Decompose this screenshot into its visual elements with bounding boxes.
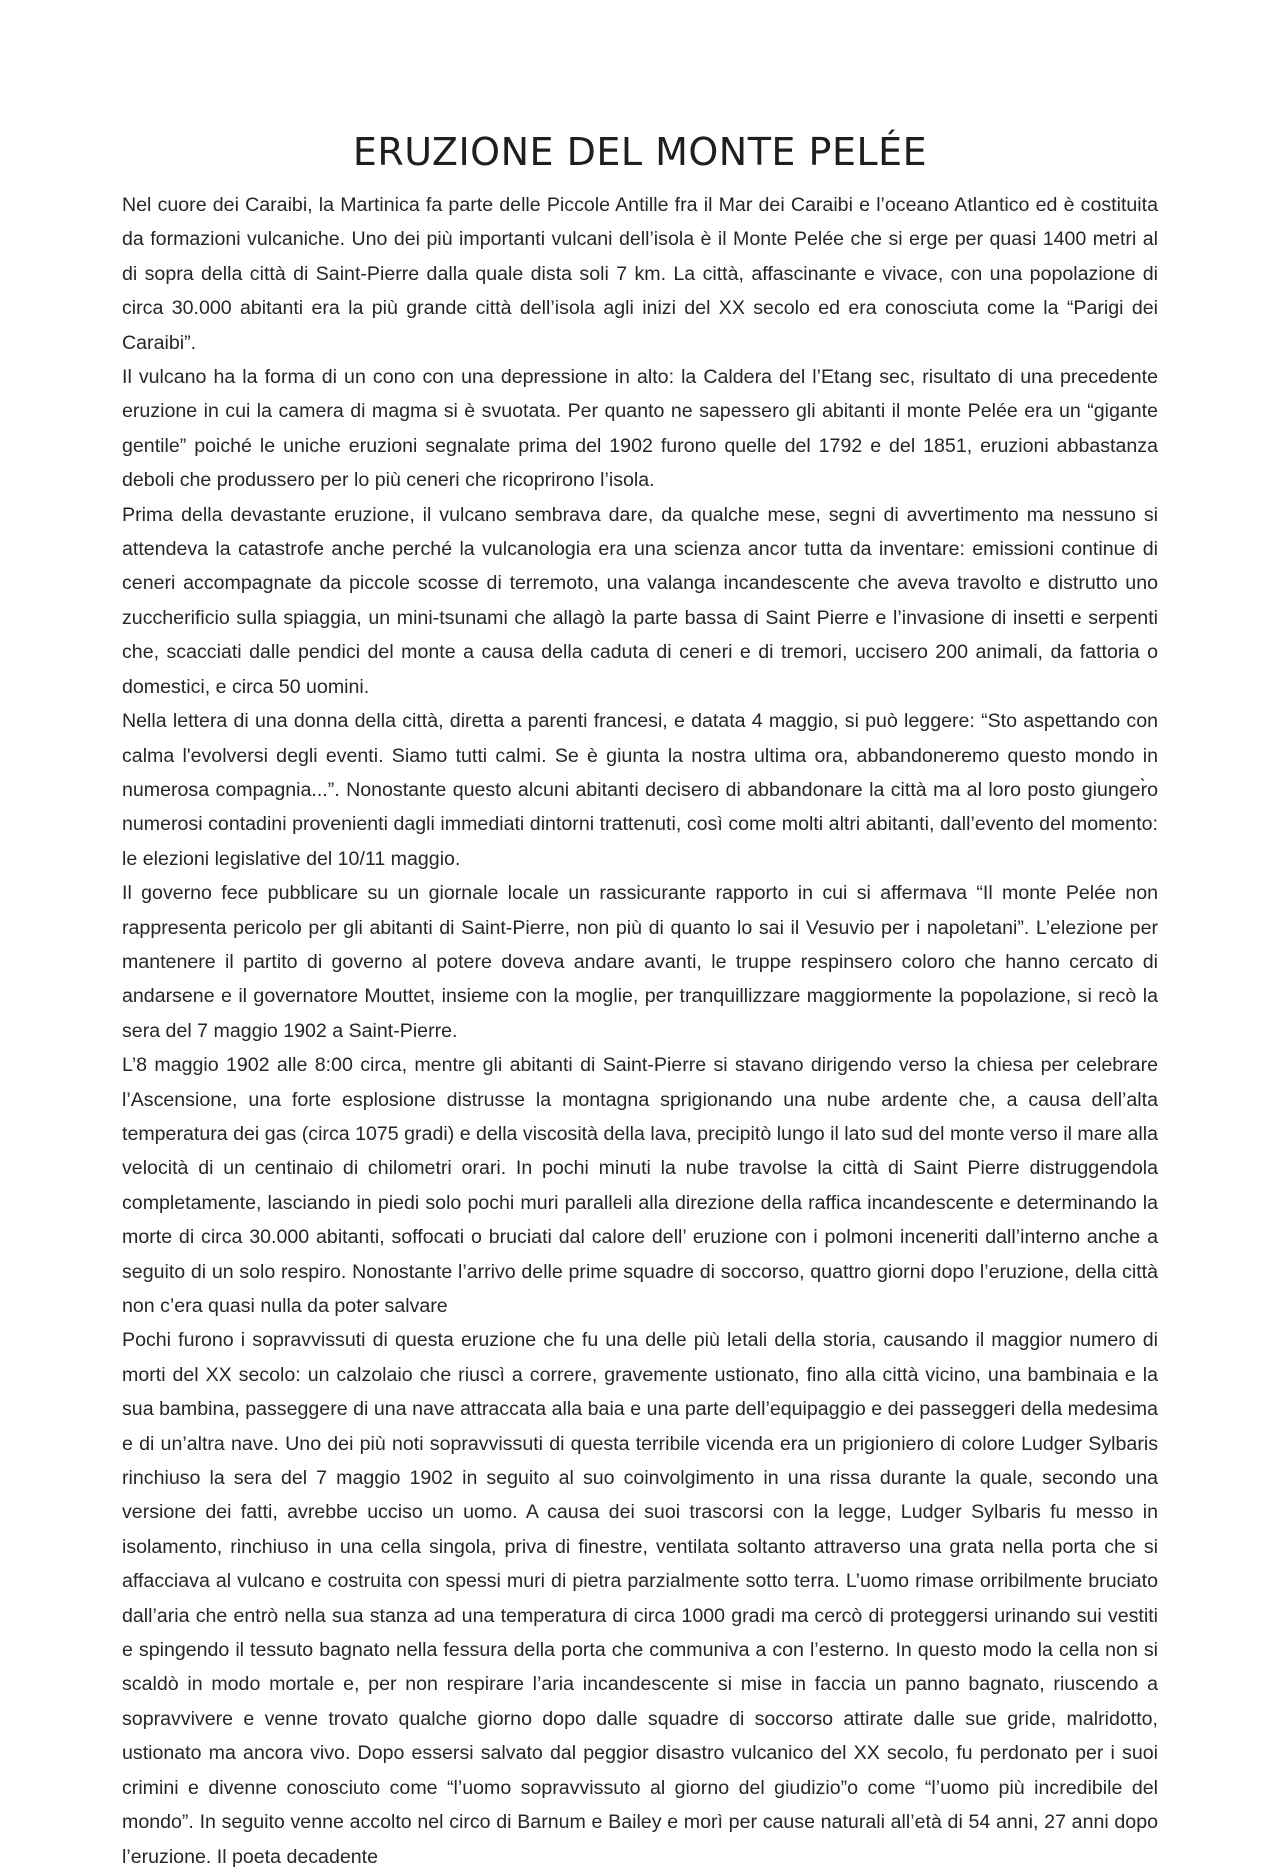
- paragraph: Il governo fece pubblicare su un giornale locale un rassicurante rapporto in cui si affermava “Il monte Pelée non rappresenta pericolo per gli abitanti di Saint-Pierre, non più di quanto lo sai il Vesuvio per i napoletani”. L’elezione per mantenere il partito di governo al potere doveva andare avanti, le truppe respinsero coloro che hanno cercato di andarsene e il governatore Mouttet, insieme con la moglie, per tranquillizzare maggiormente la popolazione, si recò la sera del 7 maggio 1902 a Saint-Pierre.: [122, 882, 1158, 1042]
- page-title: ERUZIONE DEL MONTE PELÉE: [352, 130, 928, 174]
- paragraph: Nella lettera di una donna della città, diretta a parenti francesi, e datata 4 maggio, si può leggere: “Sto aspettando con calma l'evolversi degli eventi. Siamo tutti calmi. Se è giunta la nostra ultima ora, abbandoneremo questo mondo in numerosa compagnia...”. Nonostante questo alcuni abitanti decisero di abbandonare la città ma al loro posto giunger̀o numerosi contadini provenienti dagli immediati dintorni trattenuti, così come molti altri abitanti, dall’evento del momento: le elezioni legislative del 10/11 maggio.: [122, 710, 1158, 870]
- paragraph: Nel cuore dei Caraibi, la Martinica fa parte delle Piccole Antille fra il Mar dei Caraibi e l’oceano Atlantico ed è costituita da formazioni vulcaniche. Uno dei più importanti vulcani dell’isola è il Monte Pelée che si erge per quasi 1400 metri al di sopra della città di Saint-Pierre dalla quale dista soli 7 km. La città, affascinante e vivace, con una popolazione di circa 30.000 abitanti era la più grande città dell’isola agli inizi del XX secolo ed era conosciuta come la “Parigi dei Caraibi”.: [122, 194, 1158, 354]
- document-body: [122, 188, 1158, 1874]
- paragraph: Il vulcano ha la forma di un cono con una depressione in alto: la Caldera del l’Etang sec, risultato di una precedente eruzione in cui la camera di magma si è svuotata. Per quanto ne sapessero gli abitanti il monte Pelée era un “gigante gentile” poiché le uniche eruzioni segnalate prima del 1902 furono quelle del 1792 e del 1851, eruzioni abbastanza deboli che produssero per lo più ceneri che ricoprirono l’isola.: [122, 366, 1158, 492]
- paragraph: L’8 maggio 1902 alle 8:00 circa, mentre gli abitanti di Saint-Pierre si stavano dirigendo verso la chiesa per celebrare l’Ascensione, una forte esplosione distrusse la montagna sprigionando una nube ardente che, a causa dell’alta temperatura dei gas (circa 1075 gradi) e della viscosità della lava, precipitò lungo il lato sud del monte verso il mare alla velocità di un centinaio di chilometri orari. In pochi minuti la nube travolse la città di Saint Pierre distruggendola completamente, lasciando in piedi solo pochi muri paralleli alla direzione della raffica incandescente e determinando la morte di circa 30.000 abitanti, soffocati o bruciati dal calore dell’ eruzione con i polmoni inceneriti dall’interno anche a seguito di un solo respiro. Nonostante l’arrivo delle prime squadre di soccorso, quattro giorni dopo l’eruzione, della città non c’era quasi nulla da poter salvare: [122, 1054, 1158, 1317]
- paragraph: Prima della devastante eruzione, il vulcano sembrava dare, da qualche mese, segni di avvertimento ma nessuno si attendeva la catastrofe anche perché la vulcanologia era una scienza ancor tutta da inventare: emissioni continue di ceneri accompagnate da piccole scosse di terremoto, una valanga incandescente che aveva travolto e distrutto uno zuccherificio sulla spiaggia, un mini-tsunami che allagò la parte bassa di Saint Pierre e l’invasione di insetti e serpenti che, scacciati dalle pendici del monte a causa della caduta di ceneri e di tremori, uccisero 200 animali, da fattoria o domestici, e circa 50 uomini.: [122, 503, 1158, 698]
- paragraph: Pochi furono i sopravvissuti di questa eruzione che fu una delle più letali della storia, causando il maggior numero di morti del XX secolo: un calzolaio che riuscì a correre, gravemente ustionato, fino alla città vicino, una bambinaia e la sua bambina, passeggere di una nave attraccata alla baia e una parte dell’equipaggio e dei passeggeri della medesima e di un’altra nave. Uno dei più noti sopravvissuti di questa terribile vicenda era un prigioniero di colore Ludger Sylbaris rinchiuso la sera del 7 maggio 1902 in seguito al suo coinvolgimento in una rissa durante la quale, secondo una versione dei fatti, avrebbe ucciso un uomo. A causa dei suoi trascorsi con la legge, Ludger Sylbaris fu messo in isolamento, rinchiuso in una cella singola, priva di finestre, ventilata soltanto attraverso una grata nella porta che si affacciava al vulcano e costruita con spessi muri di pietra parzialmente sotto terra. L’uomo rimase orribilmente bruciato dall’aria che entrò nella sua stanza ad una temperatura di circa 1000 gradi ma cercò di proteggersi urinando sui vestiti e spingendo il tessuto bagnato nella fessura della porta che communiva a con l’esterno. In questo modo la cella non si scaldò in modo mortale e, per non respirare l’aria incandescente si mise in faccia un panno bagnato, riuscendo a sopravvivere e venne trovato qualche giorno dopo dalle squadre di soccorso attirate dalle sue gride, malridotto, ustionato ma ancora vivo. Dopo essersi salvato dal peggior disastro vulcanico del XX secolo, fu perdonato per i suoi crimini e divenne conosciuto come “l’uomo sopravvissuto al giorno del giudizio”o come “l’uomo più incredibile del mondo”. In seguito venne accolto nel circo di Barnum e Bailey e morì per cause naturali all’età di 54 anni, 27 anni dopo l’eruzione. Il poeta decadente: [122, 1329, 1158, 1868]
